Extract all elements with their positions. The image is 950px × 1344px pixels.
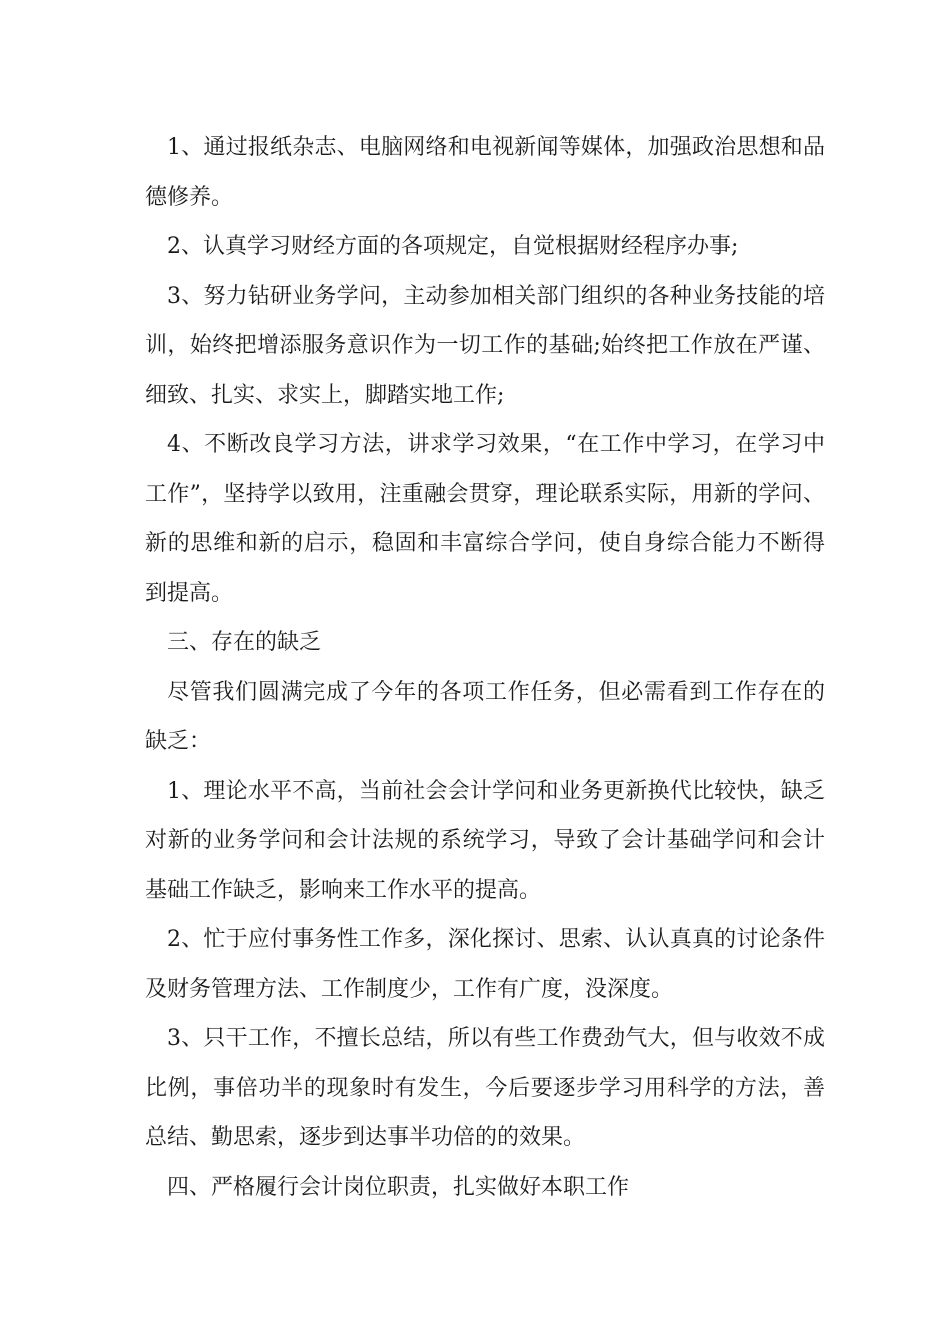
paragraph-1: 1、通过报纸杂志、电脑网络和电视新闻等媒体，加强政治思想和品德修养。 xyxy=(145,135,825,210)
section-heading-3: 三、存在的缺乏 xyxy=(167,630,322,655)
section-heading-4: 四、严格履行会计岗位职责，扎实做好本职工作 xyxy=(167,1174,630,1200)
paragraph-7: 2、忙于应付事务性工作多，深化探讨、思索、认认真真的讨论条件及财务管理方法、工作制度少，工作有广度，没深度。 xyxy=(145,927,825,1002)
paragraph-3: 3、努力钻研业务学问，主动参加相关部门组织的各种业务技能的培训，始终把增添服务意识作为一切工作的基础;始终把工作放在严谨、细致、扎实、求实上，脚踏实地工作; xyxy=(145,283,825,408)
paragraph-6: 1、理论水平不高，当前社会会计学问和业务更新换代比较快，缺乏对新的业务学问和会计法规的系统学习，导致了会计基础学问和会计基础工作缺乏，影响来工作水平的提高。 xyxy=(145,778,825,903)
document-body xyxy=(145,123,825,1212)
paragraph-4: 4、不断改良学习方法，讲求学习效果，“在工作中学习，在学习中工作”，坚持学以致用，注重融会贯穿，理论联系实际，用新的学问、新的思维和新的启示，稳固和丰富综合学问，使自身综合能力不断得到提高。 xyxy=(145,432,825,606)
paragraph-2: 2、认真学习财经方面的各项规定，自觉根据财经程序办事; xyxy=(167,234,739,259)
paragraph-8: 3、只干工作，不擅长总结，所以有些工作费劲气大，但与收效不成比例，事倍功半的现象时有发生，今后要逐步学习用科学的方法，善总结、勤思索，逐步到达事半功倍的的效果。 xyxy=(145,1026,825,1150)
paragraph-5: 尽管我们圆满完成了今年的各项工作任务，但必需看到工作存在的缺乏： xyxy=(145,679,825,754)
